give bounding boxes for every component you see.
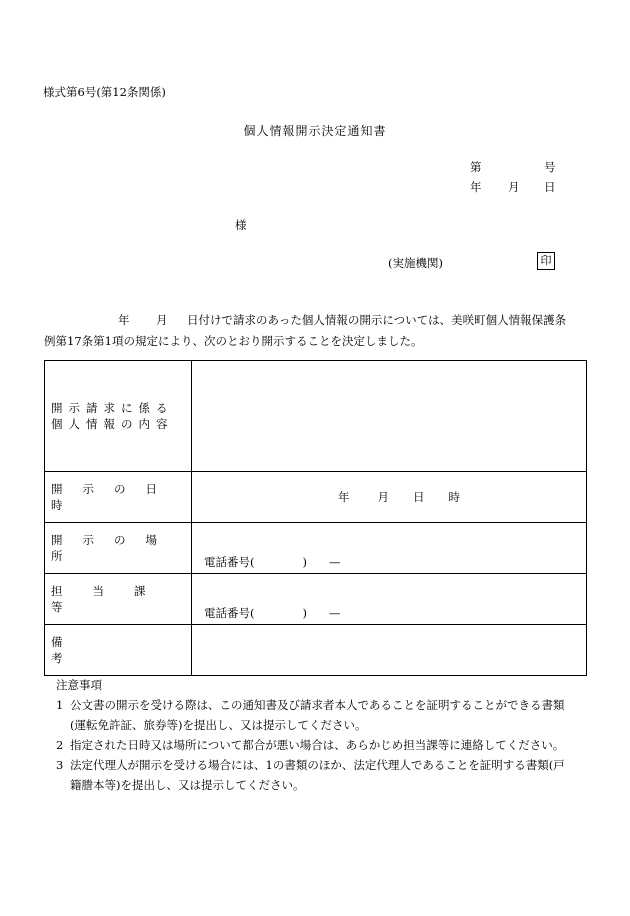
note-number: 2	[56, 738, 64, 752]
datetime-month: 月	[377, 490, 389, 504]
table-row	[45, 574, 587, 625]
disclosure-table	[44, 360, 587, 676]
notes-title: 注意事項	[56, 678, 102, 692]
addressee: 様	[235, 218, 247, 232]
note-text: 公文書の開示を受ける際は、この通知書及び請求者本人であることを証明することができる書類	[70, 698, 565, 712]
tel-close: )	[302, 606, 307, 620]
datetime-hour: 時	[448, 490, 460, 504]
table-row	[45, 472, 587, 523]
implementing-agency: (実施機関)	[388, 256, 443, 270]
tel-label: 電話番号(	[204, 555, 255, 569]
datetime-label: 開示の日時	[45, 472, 192, 523]
note-item	[56, 695, 586, 735]
tel-label: 電話番号(	[204, 606, 255, 620]
content-label-line2: 個人情報の内容	[51, 417, 174, 431]
notice-body	[44, 310, 596, 352]
note-number: 3	[56, 758, 64, 772]
tel-dash: —	[329, 555, 341, 569]
note-item	[56, 735, 586, 755]
place-field[interactable]	[192, 523, 587, 574]
doc-no-suffix: 号	[544, 160, 556, 174]
note-text-cont: 籍謄本等)を提出し、又は提示してください。	[70, 778, 305, 792]
content-label-line1: 開示請求に係る	[51, 401, 174, 415]
note-number: 1	[56, 698, 64, 712]
date-day: 日	[544, 180, 556, 194]
remarks-field[interactable]	[192, 625, 587, 676]
seal-mark: 印	[537, 252, 555, 270]
remarks-label: 備考	[45, 625, 192, 676]
tel-dash: —	[329, 606, 341, 620]
body-year: 年	[118, 313, 130, 327]
doc-no-prefix: 第	[470, 160, 482, 174]
datetime-year: 年	[338, 490, 350, 504]
department-tel	[204, 605, 341, 621]
document-title: 個人情報開示決定通知書	[243, 124, 387, 138]
tel-close: )	[302, 555, 307, 569]
body-line-2: 例第17条第1項の規定により、次のとおり開示することを決定しました。	[44, 334, 423, 348]
place-tel	[204, 554, 341, 570]
date-year: 年	[470, 180, 482, 194]
datetime-field[interactable]	[192, 472, 587, 523]
note-text: 指定された日時又は場所について都合が悪い場合は、あらかじめ担当課等に連絡してください。	[70, 738, 565, 752]
form-number: 様式第6号(第12条関係)	[43, 85, 166, 99]
table-row	[45, 625, 587, 676]
content-label	[45, 361, 192, 472]
content-field[interactable]	[192, 361, 587, 472]
place-label: 開示の場所	[45, 523, 192, 574]
body-month: 月	[156, 313, 168, 327]
department-label: 担当課等	[45, 574, 192, 625]
body-line-1-text: 日付けで請求のあった個人情報の開示については、美咲町個人情報保護条	[187, 313, 567, 327]
note-item	[56, 755, 586, 795]
note-text-cont: (運転免許証、旅券等)を提出し、又は提示してください。	[70, 718, 367, 732]
note-text: 法定代理人が開示を受ける場合には、1の書類のほか、法定代理人であることを証明する書類(戸	[70, 758, 565, 772]
table-row	[45, 523, 587, 574]
department-field[interactable]	[192, 574, 587, 625]
date-month: 月	[508, 180, 520, 194]
table-row	[45, 361, 587, 472]
datetime-day: 日	[413, 490, 425, 504]
